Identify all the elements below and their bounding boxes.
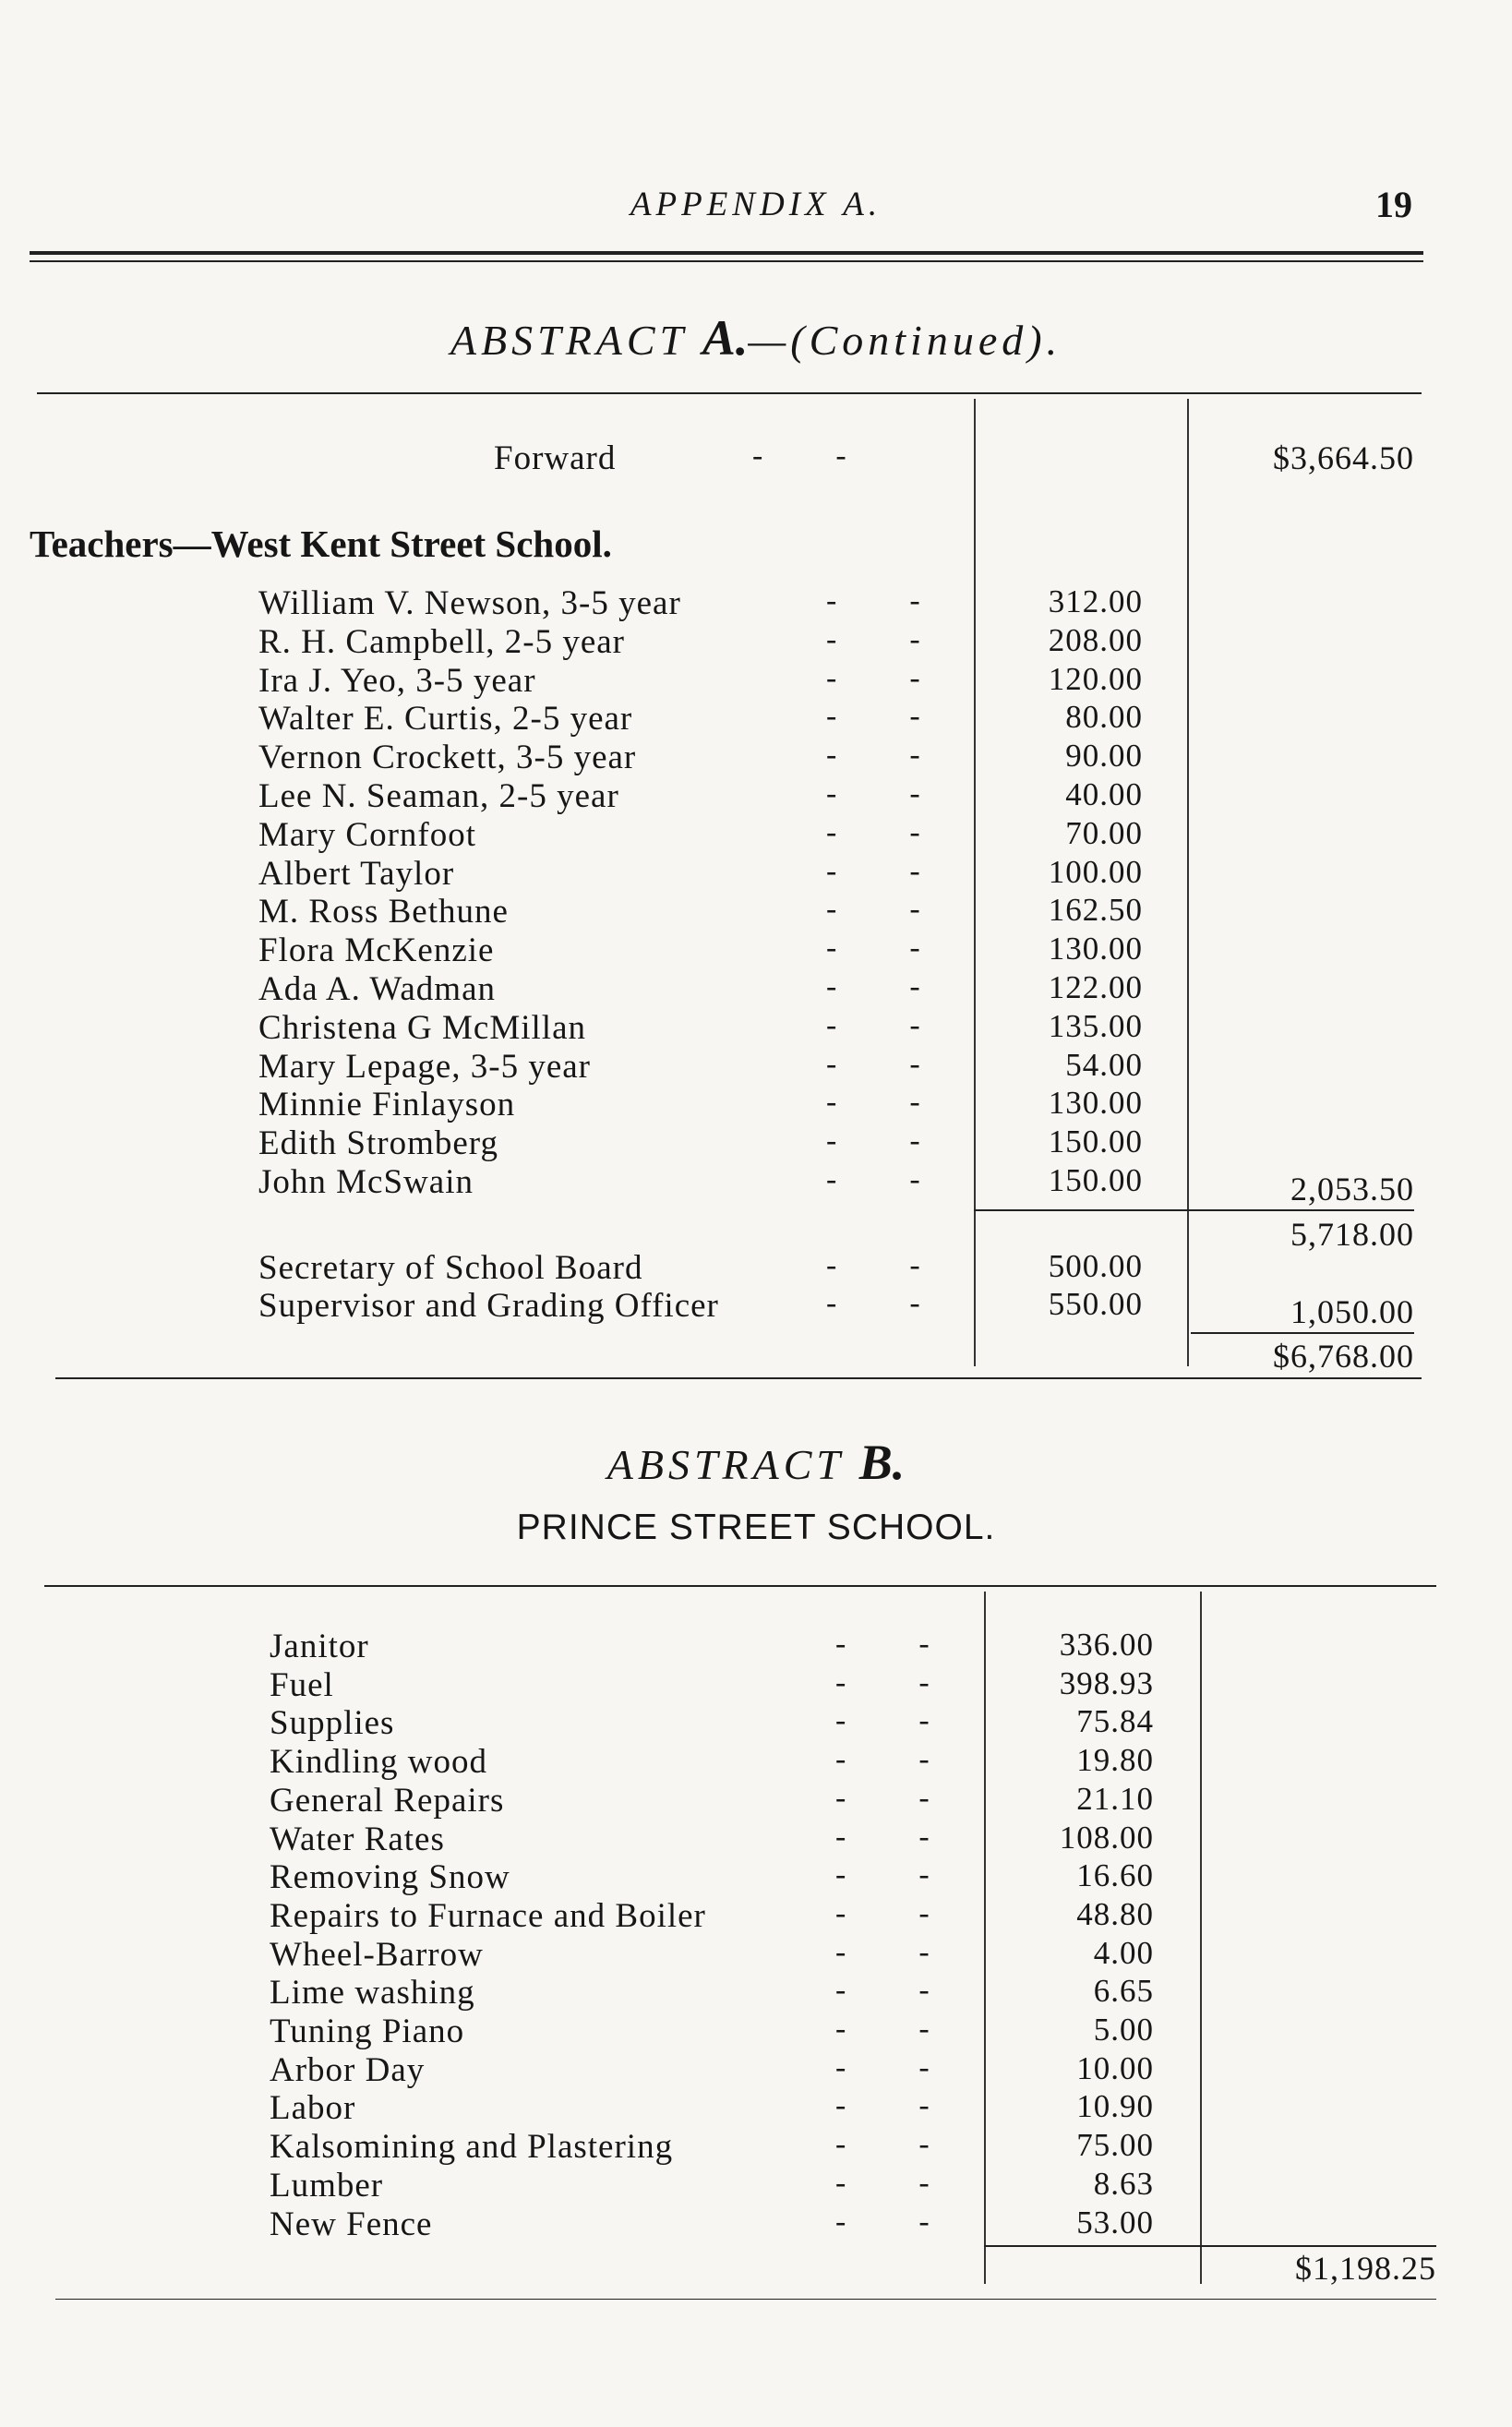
teacher-name: Flora McKenzie bbox=[258, 931, 495, 970]
teacher-name: M. Ross Bethune bbox=[258, 893, 509, 931]
teacher-name: William V. Newson, 3-5 year bbox=[258, 584, 681, 622]
expense-amount: 16.60 bbox=[1076, 1857, 1154, 1894]
expense-amount: 21.10 bbox=[1076, 1780, 1154, 1817]
leader-dashes: - - bbox=[752, 439, 850, 473]
expense-name: Wheel-Barrow bbox=[270, 1935, 484, 1974]
expense-amount: 75.00 bbox=[1076, 2127, 1154, 2164]
expense-name: Tuning Piano bbox=[270, 2012, 465, 2050]
expense-amount: 108.00 bbox=[1059, 1819, 1154, 1856]
leader-dashes: - - bbox=[826, 583, 924, 618]
expense-name: Lumber bbox=[270, 2166, 384, 2205]
expense-name: Labor bbox=[270, 2089, 356, 2128]
expense-amount: 10.90 bbox=[1076, 2088, 1154, 2125]
expense-name: General Repairs bbox=[270, 1781, 505, 1820]
expense-amount: 398.93 bbox=[1059, 1664, 1154, 1701]
teacher-name: Ira J. Yeo, 3-5 year bbox=[258, 661, 536, 700]
expense-amount: 75.84 bbox=[1076, 1703, 1154, 1740]
teacher-amount: 122.00 bbox=[1048, 969, 1143, 1005]
leader-dashes: - - bbox=[835, 1973, 933, 2008]
teacher-amount: 150.00 bbox=[1048, 1123, 1143, 1160]
leader-dashes: - - bbox=[835, 1934, 933, 1969]
leader-dashes: - - bbox=[826, 1046, 924, 1081]
expense-name: Lime washing bbox=[270, 1974, 475, 2012]
teacher-amount: 208.00 bbox=[1048, 621, 1143, 658]
teacher-amount: 90.00 bbox=[1065, 738, 1143, 775]
teacher-name: Minnie Finlayson bbox=[258, 1086, 516, 1124]
leader-dashes: - - bbox=[826, 1286, 924, 1320]
teacher-name: John McSwain bbox=[258, 1163, 474, 1201]
expense-name: Removing Snow bbox=[270, 1858, 510, 1897]
expense-amount: 5.00 bbox=[1093, 2012, 1154, 2048]
officer-name: Secretary of School Board bbox=[258, 1249, 643, 1287]
expense-amount: 6.65 bbox=[1093, 1973, 1154, 2010]
running-title: APPENDIX A. bbox=[630, 186, 882, 223]
abstract-b-column-line bbox=[1200, 1592, 1202, 2284]
leader-dashes: - - bbox=[835, 2165, 933, 2200]
header-rule-thin bbox=[30, 260, 1423, 262]
leader-dashes: - - bbox=[826, 814, 924, 849]
leader-dashes: - - bbox=[826, 1007, 924, 1042]
abstract-b-column-line bbox=[984, 1592, 986, 2284]
expense-name: Arbor Day bbox=[270, 2050, 426, 2089]
expense-amount: 19.80 bbox=[1076, 1742, 1154, 1779]
section-heading: Teachers—West Kent Street School. bbox=[30, 523, 612, 565]
teacher-name: R. H. Campbell, 2-5 year bbox=[258, 622, 625, 661]
teacher-name: Edith Stromberg bbox=[258, 1124, 498, 1163]
leader-dashes: - - bbox=[835, 1780, 933, 1815]
expense-amount: 8.63 bbox=[1093, 2165, 1154, 2202]
leader-dashes: - - bbox=[826, 892, 924, 927]
teacher-amount: 100.00 bbox=[1048, 853, 1143, 890]
leader-dashes: - - bbox=[835, 2204, 933, 2239]
leader-dashes: - - bbox=[826, 660, 924, 695]
leader-dashes: - - bbox=[826, 1123, 924, 1159]
teacher-amount: 80.00 bbox=[1065, 699, 1143, 736]
officers-subtotal-rule bbox=[1191, 1332, 1414, 1334]
leader-dashes: - - bbox=[826, 969, 924, 1003]
teacher-amount: 135.00 bbox=[1048, 1007, 1143, 1044]
abstract-a-title: ABSTRACT A.—(Continued). bbox=[450, 310, 1062, 366]
grand-total: $6,768.00 bbox=[1273, 1338, 1414, 1375]
expense-amount: 336.00 bbox=[1059, 1627, 1154, 1663]
officers-total: 1,050.00 bbox=[1290, 1293, 1414, 1330]
expense-amount: 10.00 bbox=[1076, 2049, 1154, 2086]
leader-dashes: - - bbox=[826, 853, 924, 888]
leader-dashes: - - bbox=[826, 931, 924, 966]
leader-dashes: - - bbox=[826, 1085, 924, 1120]
expense-name: New Fence bbox=[270, 2205, 433, 2243]
teacher-amount: 40.00 bbox=[1065, 776, 1143, 812]
teachers-total: 2,053.50 bbox=[1290, 1171, 1414, 1207]
abstract-a-bottom-rule bbox=[55, 1377, 1422, 1379]
expense-amount: 53.00 bbox=[1076, 2204, 1154, 2241]
teacher-name: Mary Lepage, 3-5 year bbox=[258, 1047, 591, 1086]
teacher-name: Vernon Crockett, 3-5 year bbox=[258, 739, 637, 777]
leader-dashes: - - bbox=[835, 2088, 933, 2123]
teacher-name: Christena G McMillan bbox=[258, 1008, 587, 1047]
expense-name: Kindling wood bbox=[270, 1743, 488, 1782]
teachers-subtotal-rule bbox=[974, 1209, 1414, 1211]
teacher-name: Lee N. Seaman, 2-5 year bbox=[258, 777, 619, 815]
running-total: 5,718.00 bbox=[1290, 1216, 1414, 1253]
leader-dashes: - - bbox=[826, 1162, 924, 1196]
expense-name: Repairs to Furnace and Boiler bbox=[270, 1896, 706, 1935]
leader-dashes: - - bbox=[826, 621, 924, 656]
leader-dashes: - - bbox=[826, 738, 924, 773]
officer-amount: 550.00 bbox=[1048, 1286, 1143, 1322]
teacher-amount: 312.00 bbox=[1048, 583, 1143, 619]
forward-total: $3,664.50 bbox=[1273, 439, 1414, 476]
leader-dashes: - - bbox=[835, 1895, 933, 1930]
officer-name: Supervisor and Grading Officer bbox=[258, 1287, 719, 1325]
teacher-name: Mary Cornfoot bbox=[258, 815, 476, 854]
expense-name: Fuel bbox=[270, 1665, 334, 1704]
abstract-a-column-line bbox=[974, 399, 976, 1366]
abstract-b-total: $1,198.25 bbox=[1295, 2250, 1436, 2287]
expense-name: Water Rates bbox=[270, 1820, 445, 1858]
teacher-name: Albert Taylor bbox=[258, 854, 455, 893]
expense-amount: 48.80 bbox=[1076, 1895, 1154, 1932]
expense-name: Supplies bbox=[270, 1704, 395, 1743]
leader-dashes: - - bbox=[826, 699, 924, 734]
abstract-b-top-rule bbox=[44, 1585, 1436, 1587]
leader-dashes: - - bbox=[826, 776, 924, 811]
expense-name: Kalsomining and Plastering bbox=[270, 2128, 674, 2167]
abstract-b-subtitle: PRINCE STREET SCHOOL. bbox=[516, 1508, 996, 1547]
teacher-amount: 150.00 bbox=[1048, 1162, 1143, 1198]
header-rule bbox=[30, 251, 1423, 255]
leader-dashes: - - bbox=[835, 2012, 933, 2046]
leader-dashes: - - bbox=[835, 1664, 933, 1700]
abstract-a-column-line bbox=[1187, 399, 1189, 1366]
teacher-amount: 70.00 bbox=[1065, 814, 1143, 851]
leader-dashes: - - bbox=[835, 1627, 933, 1661]
leader-dashes: - - bbox=[835, 1857, 933, 1892]
expense-amount: 4.00 bbox=[1093, 1934, 1154, 1971]
leader-dashes: - - bbox=[835, 2049, 933, 2085]
abstract-a-top-rule bbox=[37, 392, 1422, 394]
leader-dashes: - - bbox=[826, 1248, 924, 1282]
teacher-amount: 162.50 bbox=[1048, 892, 1143, 929]
teacher-amount: 130.00 bbox=[1048, 1085, 1143, 1122]
teacher-amount: 120.00 bbox=[1048, 660, 1143, 697]
leader-dashes: - - bbox=[835, 1703, 933, 1738]
leader-dashes: - - bbox=[835, 2127, 933, 2162]
leader-dashes: - - bbox=[835, 1819, 933, 1854]
expense-name: Janitor bbox=[270, 1628, 369, 1665]
forward-label: Forward bbox=[494, 439, 617, 477]
page-number: 19 bbox=[1375, 184, 1412, 225]
teacher-amount: 130.00 bbox=[1048, 931, 1143, 967]
teacher-amount: 54.00 bbox=[1065, 1046, 1143, 1083]
teacher-name: Walter E. Curtis, 2-5 year bbox=[258, 700, 633, 739]
teacher-name: Ada A. Wadman bbox=[258, 970, 496, 1008]
abstract-b-title: ABSTRACT B. bbox=[606, 1435, 906, 1490]
abstract-b-subtotal-rule bbox=[984, 2245, 1436, 2247]
abstract-b-bottom-rule bbox=[55, 2299, 1436, 2300]
leader-dashes: - - bbox=[835, 1742, 933, 1777]
officer-amount: 500.00 bbox=[1048, 1248, 1143, 1284]
